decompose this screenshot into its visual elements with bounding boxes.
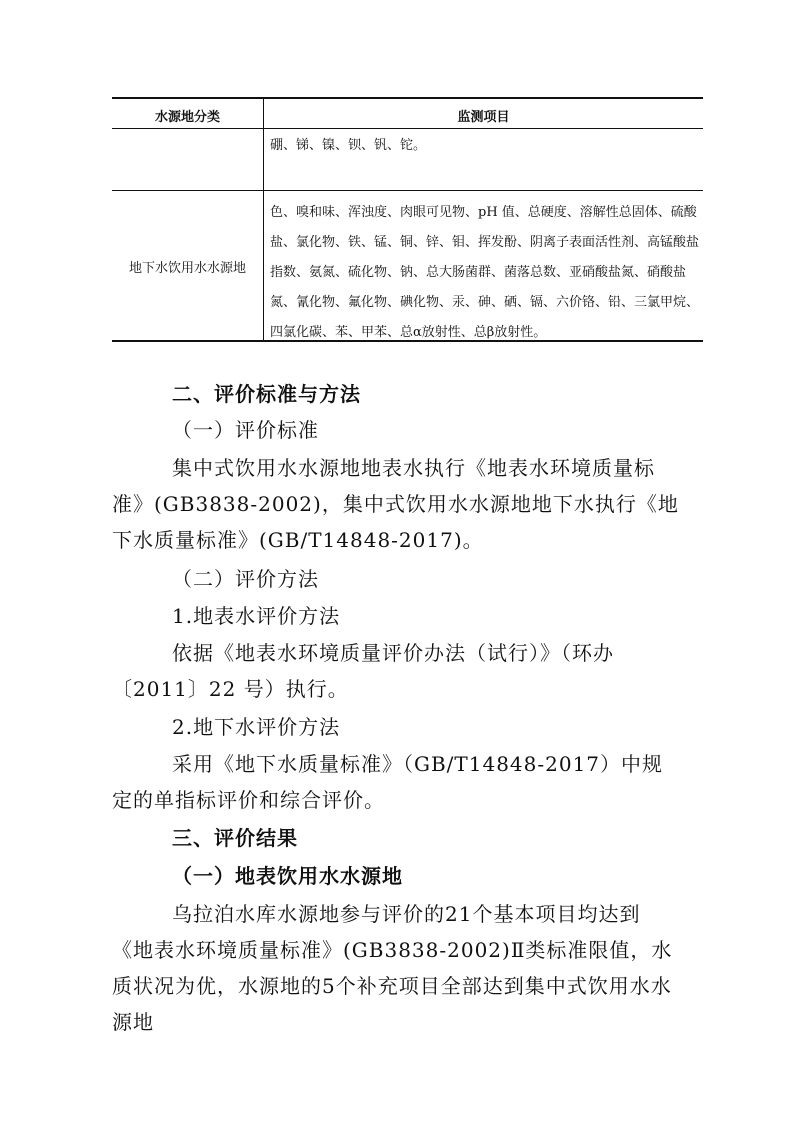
method-1-text: 依据《地表水环境质量评价办法（试行）》（环办〔2011〕22 号）执行。	[112, 641, 614, 701]
section-2-sub1-text: 集中式饮用水水源地地表水执行《地表水环境质量标准》(GB3838-2002)，集中式饮用水水源地地下水执行《地下水质量标准》(GB/T14848-2017)。	[112, 456, 679, 552]
table-row-2-items: 色、嗅和味、浑浊度、肉眼可见物、pH 值、总硬度、溶解性总固体、硫酸盐、氯化物、铁、锰、铜、锌、钼、挥发酚、阴离子表面活性剂、高锰酸盐指数、氨氮、硫化物、钠、总大肠菌群、菌落总数、亚硝酸盐氮、硝酸盐氮、氰化物、氟化物、碘化物、汞、砷、硒、镉、六价铬、铅、三氯甲烷、四氯化碳、苯、甲苯、总α放射性、总β放射性。	[270, 205, 700, 340]
section-3-title: 三、评价结果	[172, 826, 298, 850]
section-2-sub2-title: （二）评价方法	[172, 567, 319, 591]
section-3-sub1-text: 乌拉泊水库水源地参与评价的21个基本项目均达到《地表水环境质量标准》(GB3838-2002)Ⅱ类标准限值，水质状况为优，水源地的5个补充项目全部达到集中式饮用水水源地	[112, 902, 673, 1034]
table-row-2-category: 地下水饮用水水源地	[128, 261, 246, 276]
table-header-items: 监测项目	[457, 110, 510, 125]
method-1-title: 1.地表水评价方法	[172, 604, 341, 628]
method-2-title: 2.地下水评价方法	[172, 715, 341, 739]
section-2-sub1-title: （一）评价标准	[172, 418, 319, 442]
section-2-title: 二、评价标准与方法	[172, 382, 361, 406]
table-header-category: 水源地分类	[154, 110, 220, 125]
table-row-divider	[112, 190, 703, 191]
table-column-divider	[263, 97, 264, 340]
table-top-rule	[112, 97, 703, 99]
section-3-sub1-title: （一）地表饮用水水源地	[172, 864, 403, 888]
table-row-1-items: 硼、锑、镍、钡、钒、铊。	[270, 138, 427, 153]
method-2-text: 采用《地下水质量标准》（GB/T14848-2017）中规定的单指标评价和综合评价。	[112, 752, 664, 812]
table-header-divider	[112, 128, 703, 129]
